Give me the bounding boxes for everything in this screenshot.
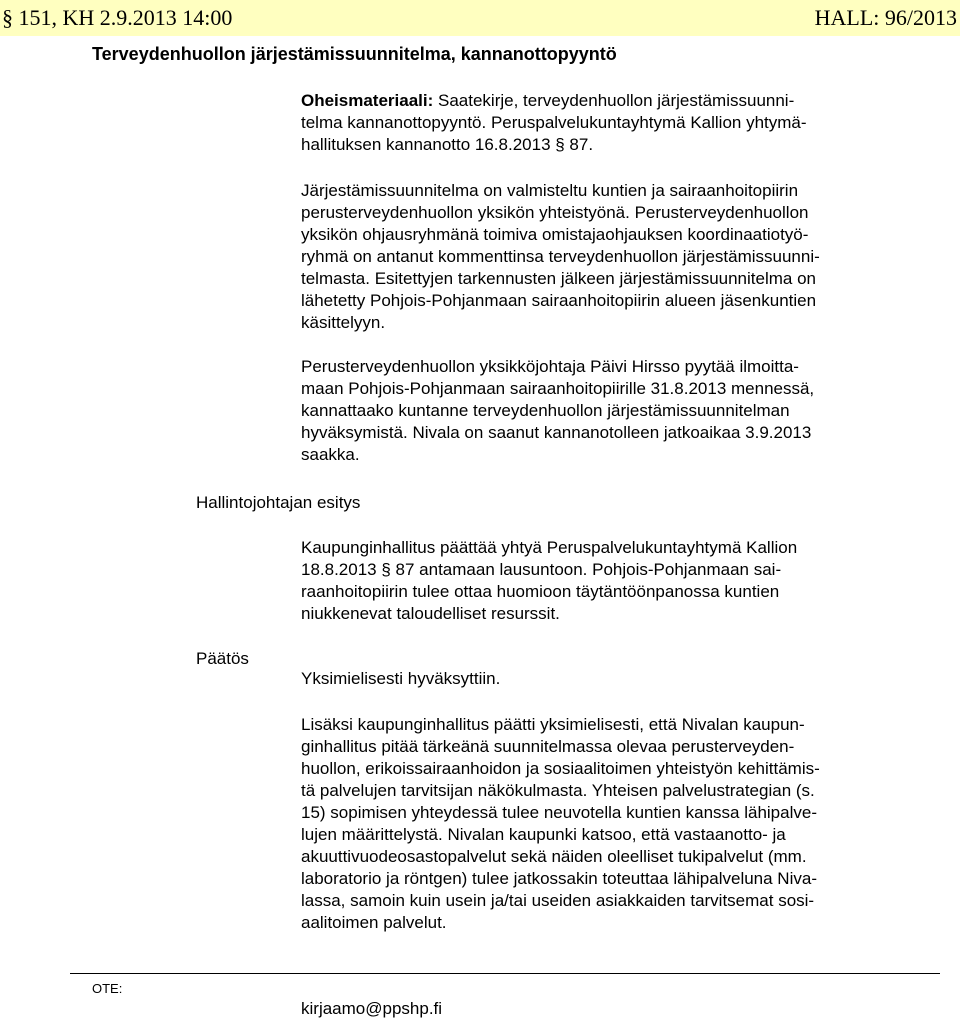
- paragraph-line: hyväksymistä. Nivala on saanut kannanotolleen jatkoaikaa 3.9.2013: [301, 423, 812, 442]
- attachments-block: [301, 90, 901, 156]
- proposal-label: Hallintojohtajan esitys: [196, 493, 361, 512]
- decision-paragraph: [301, 668, 901, 690]
- case-number: HALL: 96/2013: [814, 5, 957, 30]
- additional-paragraph: [301, 714, 901, 934]
- paragraph-line: Kaupunginhallitus päättää yhtyä Peruspalvelukuntayhtymä Kallion: [301, 538, 798, 557]
- paragraph-line: maan Pohjois-Pohjanmaan sairaanhoitopiirille 31.8.2013 mennessä,: [301, 379, 815, 398]
- paragraph-line: lujen määrittelystä. Nivalan kaupunki katsoo, että vastaanotto- ja: [301, 825, 786, 844]
- decision-label: Päätös: [196, 649, 249, 668]
- paragraph-line: kannattaako kuntanne terveydenhuollon järjestämissuunnitelman: [301, 401, 790, 420]
- paragraph-line: käsittelyyn.: [301, 313, 386, 332]
- paragraph-line: huollon, erikoissairaanhoidon ja sosiaalitoimen yhteistyön kehittämis-: [301, 759, 820, 778]
- attachments-line: [301, 90, 901, 112]
- section-date: § 151, KH 2.9.2013 14:00: [2, 5, 233, 30]
- paragraph-line: 15) sopimisen yhteydessä tulee neuvotella kuntien kanssa lähipalve-: [301, 803, 817, 822]
- attachments-text: Saatekirje, terveydenhuollon järjestämissuunni-: [433, 91, 795, 110]
- paragraph-line: akuuttivuodeosastopalvelut sekä näiden oleelliset tukipalvelut (mm.: [301, 847, 807, 866]
- excerpt-label: OTE:: [92, 981, 123, 996]
- paragraph-line: aalitoimen palvelut.: [301, 913, 447, 932]
- document-title: Terveydenhuollon järjestämissuunnitelma, kannanottopyyntö: [92, 44, 617, 64]
- paragraph-line: ginhallitus pitää tärkeänä suunnitelmassa olevaa perusterveyden-: [301, 737, 795, 756]
- background-paragraph: [301, 180, 901, 334]
- decision-text: Yksimielisesti hyväksyttiin.: [301, 669, 501, 688]
- document-header: [0, 0, 960, 36]
- paragraph-line: niukkenevat taloudelliset resurssit.: [301, 604, 560, 623]
- paragraph-line: 18.8.2013 § 87 antamaan lausuntoon. Pohjois-Pohjanmaan sai-: [301, 560, 782, 579]
- paragraph-line: Järjestämissuunnitelma on valmisteltu kuntien ja sairaanhoitopiirin: [301, 181, 799, 200]
- request-paragraph: [301, 356, 901, 466]
- proposal-paragraph: [301, 537, 901, 625]
- paragraph-line: telmasta. Esitettyjen tarkennusten jälkeen järjestämissuunnitelma on: [301, 269, 816, 288]
- attachments-line: telma kannanottopyyntö. Peruspalvelukuntayhtymä Kallion yhtymä-: [301, 113, 807, 132]
- paragraph-line: lassa, samoin kuin usein ja/tai useiden asiakkaiden tarvitsemat sosi-: [301, 891, 815, 910]
- paragraph-line: raanhoitopiirin tulee ottaa huomioon täytäntöönpanossa kuntien: [301, 582, 780, 601]
- attachments-label: Oheismateriaali:: [301, 91, 434, 110]
- paragraph-line: lähetetty Pohjois-Pohjanmaan sairaanhoitopiirin alueen jäsenkuntien: [301, 291, 817, 310]
- footer-divider: [70, 973, 940, 974]
- paragraph-line: ryhmä on antanut kommenttinsa terveydenhuollon järjestämissuunni-: [301, 247, 820, 266]
- email-address: kirjaamo@ppshp.fi: [301, 999, 443, 1018]
- paragraph-line: saakka.: [301, 445, 360, 464]
- attachments-line: hallituksen kannanotto 16.8.2013 § 87.: [301, 135, 594, 154]
- paragraph-line: yksikön ohjausryhmänä toimiva omistajaohjauksen koordinaatiotyö-: [301, 225, 809, 244]
- paragraph-line: Perusterveydenhuollon yksikköjohtaja Päivi Hirsso pyytää ilmoitta-: [301, 357, 799, 376]
- paragraph-line: perusterveydenhuollon yksikön yhteistyönä. Perusterveydenhuollon: [301, 203, 809, 222]
- paragraph-line: laboratorio ja röntgen) tulee jatkossakin toteuttaa lähipalveluna Niva-: [301, 869, 817, 888]
- paragraph-line: Lisäksi kaupunginhallitus päätti yksimielisesti, että Nivalan kaupun-: [301, 715, 805, 734]
- paragraph-line: tä palvelujen tarvitsijan näkökulmasta. Yhteisen palvelustrategian (s.: [301, 781, 815, 800]
